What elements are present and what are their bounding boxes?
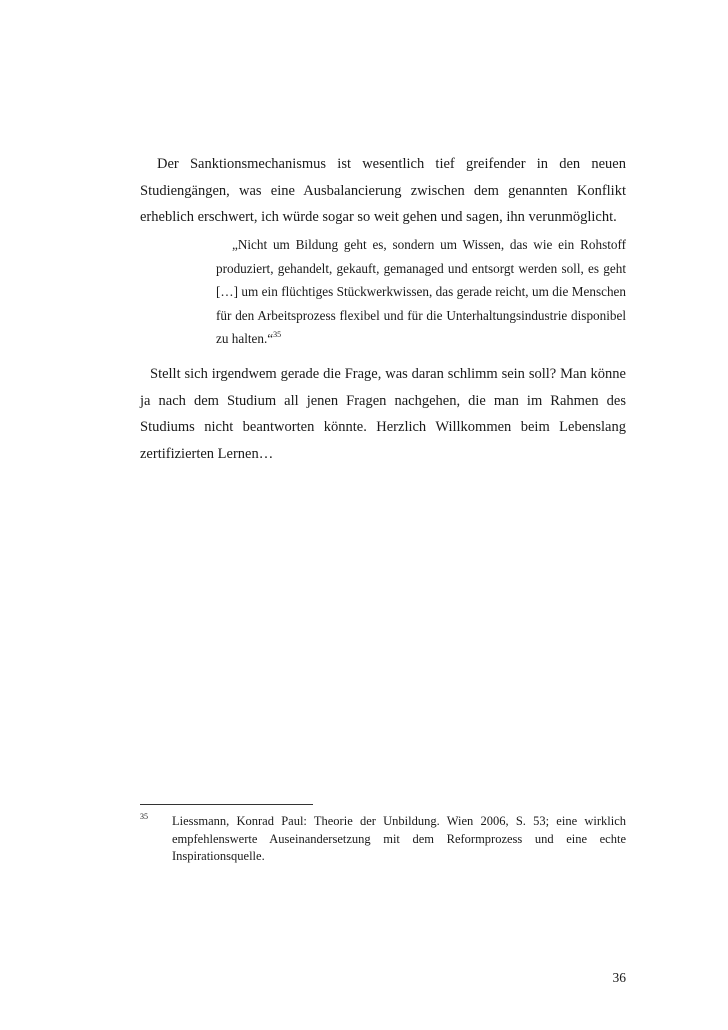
quote-text: „Nicht um Bildung geht es, sondern um Wissen, das wie ein Rohstoff produziert, gehandelt, gekauft, gemanaged und entsorgt werden soll, es geht […] um ein flüchtiges Stückwerkwissen, das gerade reicht, um die Menschen für den Arbeitsprozess flexibel und für die Unterhaltungsindustrie disponibel zu halten.“ [216,237,626,346]
block-quote [216,233,626,351]
quote-footnote-reference: 35 [273,330,282,339]
body-paragraph-2: Stellt sich irgendwem gerade die Frage, was daran schlimm sein soll? Man könne ja nach dem Studium all jenen Fragen nachgehen, die man im Rahmen des Studiums nicht beantworten könnte. Herzlich Willkommen beim Lebenslang zertifizierten Lernen… [140,366,626,462]
body-paragraph-1: Der Sanktionsmechanismus ist wesentlich tief greifender in den neuen Studiengängen, was eine Ausbalancierung zwischen dem genannten Konflikt erheblich erschwert, ich würde sogar so weit gehen und sagen, ihn verunmöglicht. [140,156,626,225]
page-number: 36 [612,970,626,985]
document-page: Der Sanktionsmechanismus ist wesentlich tief greifender in den neuen Studiengängen, was eine Ausbalancierung zwischen dem genannten Konflikt erheblich erschwert, ich würde sogar so weit gehen und sagen, ihn verunmöglicht. „Nicht um Bildung geht es, sondern um Wissen, das wie ein Rohstoff produziert, gehandelt, gekauft, gemanaged und entsorgt werden soll, es geht […] um ein flüchtiges Stückwerkwissen, das gerade reicht, um die Menschen für den Arbeitsprozess flexibel und für die Unterhaltungsindustrie disponibel zu halten.“$^{35}$ Stellt sich irgendwem gerade die Frage, was daran schlimm sein soll? Man könne ja nach dem Studium all jenen Fragen nachgehen, die man im Rahmen des Studiums nicht beantworten könnte. Herzlich Willkommen beim Lebenslang zertifizierten Lernen… 35 Liessmann, Konrad Paul: Theorie der Unbildung. Wien 2006, S. 53; eine wirklich empfehlenswerte Auseinandersetzung mit dem Reformprozess und eine echte Inspirationsquelle. 36 [0,0,728,1030]
footnote-text: Liessmann, Konrad Paul: Theorie der Unbildung. Wien 2006, S. 53; eine wirklich empfehlenswerte Auseinandersetzung mit dem Reformprozess und eine echte Inspirationsquelle. [172,814,626,863]
footnote-separator [140,804,313,805]
